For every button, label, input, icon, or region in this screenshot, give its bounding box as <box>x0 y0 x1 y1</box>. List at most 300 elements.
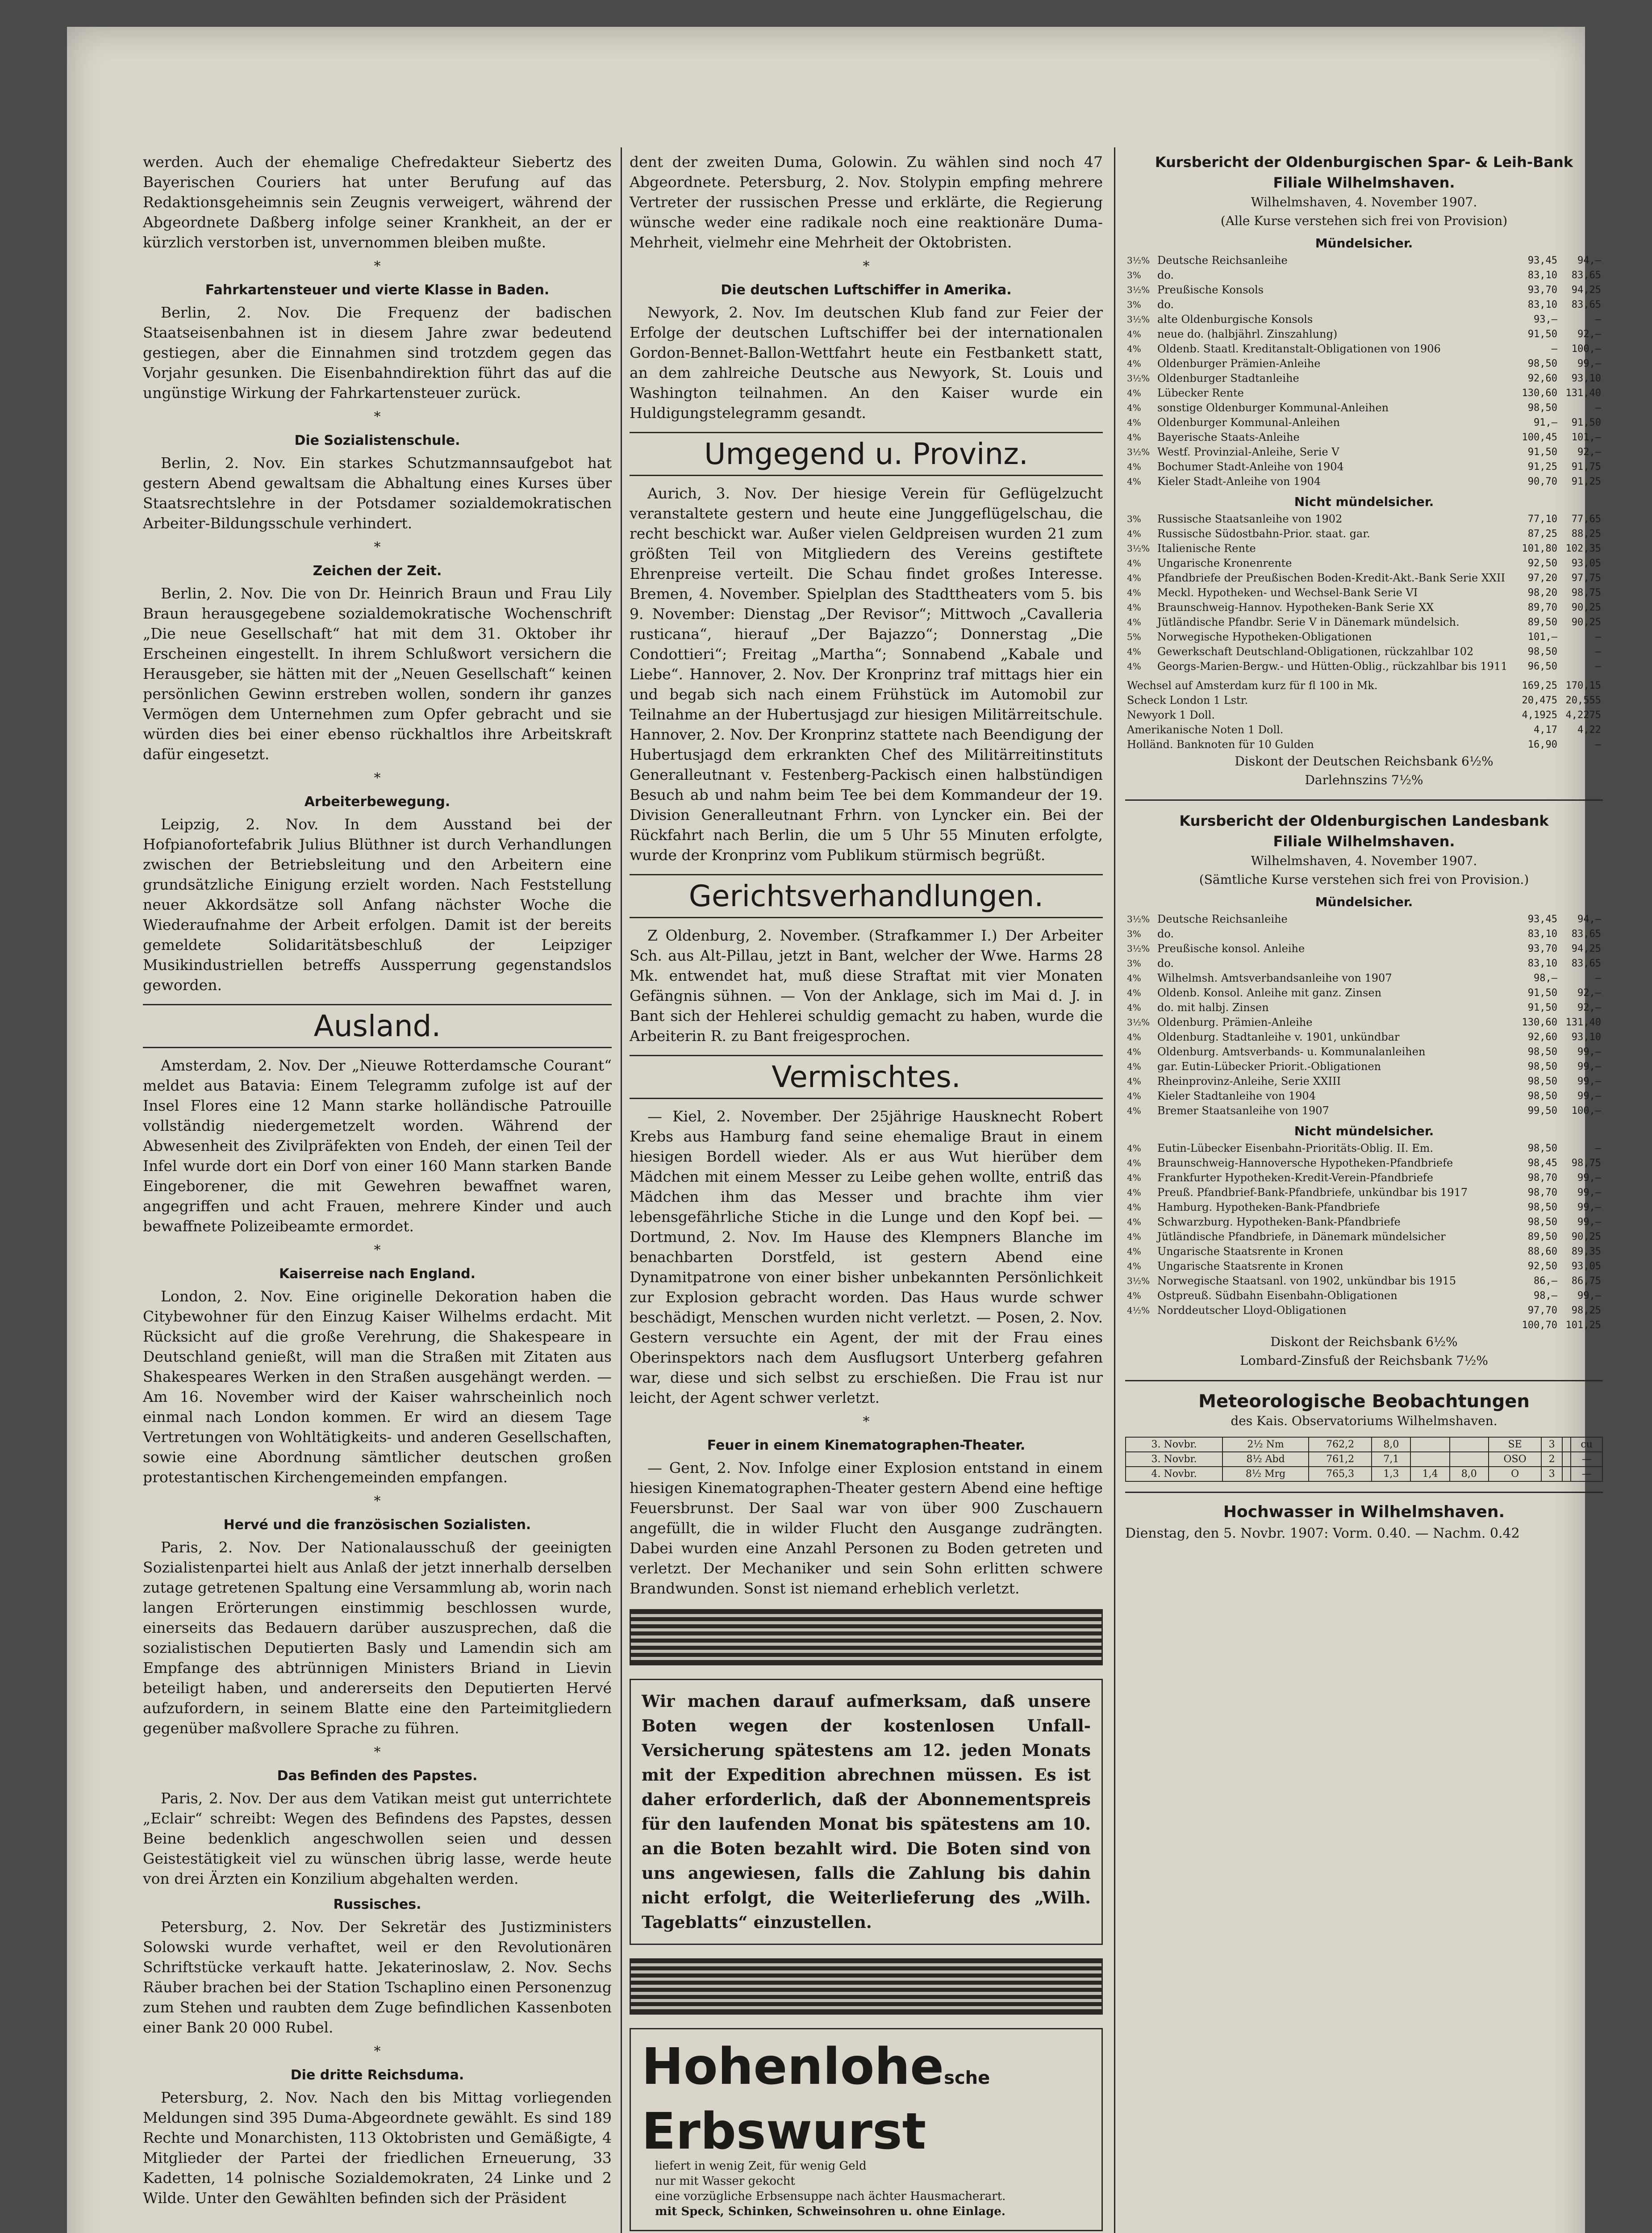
bond-name: alte Oldenburgische Konsols <box>1157 313 1313 326</box>
bond-name: Oldenburg. Amtsverbands- u. Kommunalanleihen <box>1157 1045 1426 1058</box>
divider <box>1125 1380 1603 1381</box>
rate-row <box>1125 1000 1603 1015</box>
bid-price: 91,50 <box>1527 1002 1557 1013</box>
ask-price: 83,65 <box>1571 928 1601 940</box>
article-text: Petersburg, 2. Nov. Nach den bis Mittag vorliegenden Meldungen sind 395 Duma-Abgeordnete gewählt. Es sind 189 Rechte und Monarchisten, 113 Oktobristen und Gemäßigte, 4 Mitglieder der Partei der friedlichen Erneuerung, 33 Kadetten, 14 polnische Sozialdemokraten, 24 Linke und 2 Wilde. Unter den Gewählten befinden sich der Präsident <box>143 2089 612 2207</box>
weather-cell: 3. Novbr. <box>1126 1452 1222 1467</box>
separator-asterisk: * <box>863 259 870 274</box>
rate-percent: 4% <box>1127 1217 1141 1227</box>
bid-price: 92,60 <box>1527 1032 1557 1043</box>
rates-table <box>1125 912 1603 1118</box>
article-text: Paris, 2. Nov. Der aus dem Vatikan meist gut unterrichtete „Eclair“ schreibt: Wegen des Befindens des Papstes, dessen Beine bedenklich angeschwollen seien und dessen Geistestätigkeit viel zu wünschen übrig lasse, werde heute von drei Ärzten ein Konzilium abgehalten werden. <box>143 1790 612 1887</box>
bid-price: 91,50 <box>1527 447 1557 458</box>
rate-row <box>1125 253 1603 268</box>
rate-row <box>1125 512 1603 527</box>
weather-title: Meteorologische Beobachtungen <box>1198 1391 1530 1412</box>
rate-percent: 3% <box>1127 270 1141 280</box>
rate-row <box>1125 1059 1603 1074</box>
rate-percent: 3% <box>1127 958 1141 969</box>
bid-price: 97,70 <box>1527 1305 1557 1316</box>
ask-price: 99,— <box>1577 1217 1601 1228</box>
article-text: Aurich, 3. Nov. Der hiesige Verein für Geflügelzucht veranstaltete gestern und heute eine Junggeflügelschau, die recht beschickt war. Außer vielen Geldpreisen wurden 21 zum größten Teil von Mitgliedern des Vereins gestiftete Ehrenpreise verteilt. Die Schau findet großes Interesse. Bremen, 4. November. Spielplan des Stadttheaters vom 5. bis 9. November: Dienstag „Der Revisor“; Mittwoch „Cavalleria rusticana“, hierauf „Der Bajazzo“; Donnerstag „Die Condottieri“; Freitag „Martha“; Sonnabend „Kabale und Liebe“. Hannover, 2. Nov. Der Kronprinz traf mittags hier ein und begab sich nach einem Frühstück im Automobil zur Teilnahme an der Hubertusjagd zur hiesigen Militärreitschule. Hannover, 2. Nov. Der Kronprinz stattete nach Beendigung der Hubertusjagd dem erkrankten Chef des Militärreitinstituts Generalleutnant v. Festenberg-Packisch einen halbstündigen Besuch ab und nahm beim Tee bei dem Kommandeur der 19. Division Generalleutnant Frhrn. von Lyncker ein. Bei der Rückfahrt nach Berlin, die um 5 Uhr 55 Minuten erfolgte, wurde der Kronprinz vom Publikum stürmisch begrüßt. <box>630 485 1103 864</box>
loan-rate: Lombard-Zinsfuß der Reichsbank 7½% <box>1240 1353 1488 1368</box>
bond-name: Rheinprovinz-Anleihe, Serie XXIII <box>1157 1075 1341 1087</box>
bond-name: Ostpreuß. Südbahn Eisenbahn-Obligationen <box>1157 1289 1398 1302</box>
ask-price: 20,555 <box>1565 695 1601 706</box>
bond-name: Jütländische Pfandbriefe, in Dänemark mündelsicher <box>1157 1230 1446 1243</box>
bond-name: Jütländische Pfandbr. Serie V in Dänemark mündelsich. <box>1157 616 1460 628</box>
ask-price: 99,— <box>1577 1187 1601 1198</box>
bond-name: Ungarische Staatsrente in Kronen <box>1157 1245 1343 1258</box>
bond-name: Norwegische Hypotheken-Obligationen <box>1157 631 1372 643</box>
bond-name: Norwegische Staatsanl. von 1902, unkündbar bis 1915 <box>1157 1275 1456 1287</box>
ask-price: 89,35 <box>1571 1246 1601 1257</box>
bid-price: 83,10 <box>1527 299 1557 310</box>
bond-name: neue do. (halbjährl. Zinszahlung) <box>1157 328 1338 340</box>
bid-price: 83,10 <box>1527 928 1557 940</box>
rate-percent: 4% <box>1127 646 1141 657</box>
table-section-heading: Mündelsicher. <box>1315 236 1413 251</box>
article-text: London, 2. Nov. Eine originelle Dekoration haben die Citybewohner für den Einzug Kaiser Wilhelms erdacht. Mit Rücksicht auf die große Verehrung, die Shakespeare in Deutschland genießt, will man die Straßen mit Zitaten aus Shakespeares Werken in den Straßen ausgehängt werden. — Am 16. November wird der Kaiser wahrscheinlich noch einmal nach London kommen. Er wird an diesem Tage Vertretungen von Wohltätigkeits- und anderen Gesellschaften, sowie eine Abordnung sämtlicher deutschen großen protestantischen Kirchengemeinden empfangen. <box>143 1288 612 1486</box>
exchange-row <box>1125 678 1603 693</box>
bid-price: 100,45 <box>1522 432 1557 443</box>
article-heading: Feuer in einem Kinematographen-Theater. <box>707 1438 1026 1453</box>
ask-price: 88,25 <box>1571 528 1601 539</box>
rate-percent: 4% <box>1127 1002 1141 1013</box>
bid-price: 100,70 <box>1522 1320 1557 1331</box>
rate-row <box>1125 430 1603 445</box>
weather-cell <box>1562 1452 1571 1467</box>
bid-price: 98,— <box>1534 973 1557 984</box>
article-heading: Russisches. <box>333 1897 421 1912</box>
bid-price: 86,— <box>1534 1275 1557 1287</box>
weather-table <box>1125 1437 1603 1482</box>
rate-row <box>1125 371 1603 386</box>
bid-price: 98,70 <box>1527 1187 1557 1198</box>
weather-cell: 4. Novbr. <box>1126 1467 1222 1481</box>
separator-asterisk: * <box>374 409 381 425</box>
article-text: — Gent, 2. Nov. Infolge einer Explosion entstand in einem hiesigen Kinematographen-Theater gestern Abend eine heftige Feuersbrunst. Der Saal war von über 900 Zuschauern angefüllt, die in wilder Flucht den Ausgange zudrängten. Dabei wurden eine Anzahl Personen zu Boden getreten und verletzt. Der Mechaniker und sein Sohn erlitten schwere Brandwunden. Sonst ist niemand erheblich verletzt. <box>630 1459 1103 1597</box>
rate-percent: 4% <box>1127 1032 1141 1042</box>
ask-price: 90,25 <box>1571 617 1601 628</box>
ask-price: 100,— <box>1571 1105 1601 1116</box>
rate-row <box>1125 556 1603 571</box>
bid-price: 98,50 <box>1527 1202 1557 1213</box>
separator-asterisk: * <box>374 539 381 555</box>
rate-percent: 4% <box>1127 987 1141 998</box>
rate-percent: 4½% <box>1127 1305 1150 1316</box>
rate-percent: 4% <box>1127 461 1141 472</box>
rate-row <box>1125 1200 1603 1215</box>
rate-row <box>1125 460 1603 474</box>
separator-asterisk: * <box>374 1744 381 1760</box>
bond-name: gar. Eutin-Lübecker Priorit.-Obligationen <box>1157 1060 1381 1073</box>
rate-percent: 4% <box>1127 1046 1141 1057</box>
rate-percent: 4% <box>1127 1246 1141 1257</box>
exchange-name: Holländ. Banknoten für 10 Gulden <box>1127 738 1314 751</box>
table-section-heading: Nicht mündelsicher. <box>1294 1124 1434 1138</box>
discount-rate: Diskont der Deutschen Reichsbank 6½% <box>1235 754 1493 769</box>
kursbericht-title: Kursbericht der Oldenburgischen Spar- & Leih-Bank <box>1155 154 1573 171</box>
ask-price: 170,15 <box>1565 680 1601 691</box>
article-text: Petersburg, 2. Nov. Der Sekretär des Justizministers Solowski wurde verhaftet, weil er den Revolutionären Schriftstücke verkauft hatte. Jekaterinoslaw, 2. Nov. Sechs Räuber brachen bei der Station Tschaplino einen Personenzug zum Stehen und raubten dem Zuge befindlichen Kassenboten einer Bank 20 000 Rubel. <box>143 1918 612 2036</box>
bond-name: Russische Südostbahn-Prior. staat. gar. <box>1157 527 1370 540</box>
bid-price: 89,70 <box>1527 602 1557 613</box>
rate-percent: 4% <box>1127 1290 1141 1301</box>
bid-price: 93,70 <box>1527 284 1557 296</box>
rate-percent: 4% <box>1127 402 1141 413</box>
bid-price: 89,50 <box>1527 1231 1557 1242</box>
bid-price: 4,1925 <box>1522 710 1557 721</box>
exchange-row <box>1125 693 1603 708</box>
ask-price: 99,— <box>1577 1046 1601 1058</box>
exchange-name: Amerikanische Noten 1 Doll. <box>1127 723 1284 736</box>
rate-percent: 4% <box>1127 1172 1141 1183</box>
ask-price: — <box>1595 314 1601 325</box>
weather-cell: cu <box>1571 1437 1602 1452</box>
ask-price: 93,05 <box>1571 558 1601 569</box>
rate-row <box>1125 941 1603 956</box>
rate-row <box>1125 1141 1603 1156</box>
rate-row <box>1125 644 1603 659</box>
rate-percent: 3% <box>1127 514 1141 524</box>
ask-price: — <box>1595 1143 1601 1154</box>
bid-price: 98,50 <box>1527 358 1557 369</box>
rate-row <box>1125 659 1603 674</box>
exchange-name: Scheck London 1 Lstr. <box>1127 694 1248 707</box>
bond-name: Deutsche Reichsanleihe <box>1157 254 1288 267</box>
weather-cell: 3 <box>1541 1467 1562 1481</box>
weather-cell: 7,1 <box>1372 1452 1410 1467</box>
ask-price: 99,— <box>1577 1061 1601 1072</box>
ask-price: — <box>1595 661 1601 672</box>
ask-price: 98,25 <box>1571 1305 1601 1316</box>
ask-price: 94,— <box>1577 255 1601 266</box>
bond-name: Lübecker Rente <box>1157 387 1244 399</box>
advertisement-erbswurst <box>630 2028 1103 2231</box>
rate-row <box>1125 401 1603 415</box>
weather-cell: 2½ Nm <box>1222 1437 1309 1452</box>
rate-row <box>1125 1259 1603 1274</box>
rate-percent: 4% <box>1127 528 1141 539</box>
weather-cell: 1,4 <box>1410 1467 1449 1481</box>
weather-cell: OSO <box>1489 1452 1541 1467</box>
rate-percent: 3½% <box>1127 373 1150 384</box>
weather-cell: 761,2 <box>1309 1452 1372 1467</box>
bid-price: 130,60 <box>1522 1017 1557 1028</box>
weather-cell: 8½ Abd <box>1222 1452 1309 1467</box>
bond-name: Oldenburger Kommunal-Anleihen <box>1157 416 1340 429</box>
bid-price: 91,— <box>1534 417 1557 428</box>
rate-percent: 4% <box>1127 1202 1141 1213</box>
section-heading: Vermischtes. <box>630 1055 1103 1099</box>
weather-cell: O <box>1489 1467 1541 1481</box>
article-text: Amsterdam, 2. Nov. Der „Nieuwe Rotterdamsche Courant“ meldet aus Batavia: Einem Telegramm zufolge ist auf der Insel Flores eine 12 Mann starke holländische Patrouille vollständig niedergemetzelt worden. Während der Abwesenheit des Zivilpräfekten von Endeh, der einen Teil der Infel wurde dort ein Dorf von einer 160 Mann starken Bande Eingeborener, die mit Gewehren bewaffnet waren, angegriffen und acht Frauen, mehrere Kinder und auch bewaffnete Polizeibeamte ermordet. <box>143 1057 612 1235</box>
rate-percent: 4% <box>1127 1091 1141 1101</box>
rate-row <box>1125 600 1603 615</box>
weather-cell: 1,3 <box>1372 1467 1410 1481</box>
bid-price: — <box>1551 343 1557 355</box>
weather-cell: 8½ Mrg <box>1222 1467 1309 1481</box>
column-right <box>1125 152 1603 1541</box>
ad-text: mit Speck, Schinken, Schweinsohren u. ohne Einlage. <box>655 2205 1005 2218</box>
rate-percent: 3½% <box>1127 1017 1150 1028</box>
article-text: werden. Auch der ehemalige Chefredakteur Siebertz des Bayerischen Couriers hat unter Berufung auf das Redaktionsgeheimnis sein Zeugnis verweigert, während der Abgeordnete Daßberg infolge seiner Krankheit, an der er kürzlich verstorben ist, unvernommen bleiben mußte. <box>143 153 612 251</box>
loan-rate: Darlehnszins 7½% <box>1305 773 1423 787</box>
rate-percent: 3½% <box>1127 914 1150 924</box>
rates-table <box>1125 512 1603 674</box>
rate-percent: 3½% <box>1127 284 1150 295</box>
rate-percent: 4% <box>1127 476 1141 487</box>
rate-row <box>1125 927 1603 941</box>
bid-price: 97,20 <box>1527 573 1557 584</box>
bid-price: 98,— <box>1534 1290 1557 1301</box>
section-heading: Gerichtsverhandlungen. <box>630 874 1103 918</box>
bond-name: Georgs-Marien-Bergw.- und Hütten-Oblig., rückzahlbar bis 1911 <box>1157 660 1508 673</box>
ask-price: 99,— <box>1577 1076 1601 1087</box>
bond-name: Gewerkschaft Deutschland-Obligationen, rückzahlbar 102 <box>1157 645 1474 658</box>
rate-row <box>1125 1030 1603 1045</box>
ask-price: 99,— <box>1577 1202 1601 1213</box>
separator-asterisk: * <box>374 770 381 786</box>
rate-percent: 5% <box>1127 631 1141 642</box>
rate-row <box>1125 912 1603 927</box>
rate-row <box>1125 541 1603 556</box>
bid-price: 101,— <box>1527 631 1557 643</box>
ask-price: 4,2275 <box>1565 710 1601 721</box>
rate-row <box>1125 527 1603 541</box>
bid-price: 4,17 <box>1534 724 1557 736</box>
article-heading: Fahrkartensteuer und vierte Klasse in Baden. <box>205 282 550 298</box>
article-text: dent der zweiten Duma, Golowin. Zu wählen sind noch 47 Abgeordnete. Petersburg, 2. Nov. Stolypin empfing mehrere Vertreter der russischen Presse und erklärte, die Regierung wünsche weder eine radikale noch eine reaktionäre Duma-Mehrheit, vielmehr eine Mehrheit der Oktobristen. <box>630 153 1103 251</box>
ask-price: 92,— <box>1577 987 1601 999</box>
rate-row <box>1125 1045 1603 1059</box>
rate-percent: 4% <box>1127 1143 1141 1154</box>
weather-cell: 3. Novbr. <box>1126 1437 1222 1452</box>
bond-name: Oldenb. Staatl. Kreditanstalt-Obligationen von 1906 <box>1157 343 1441 355</box>
rate-row <box>1125 1089 1603 1104</box>
bond-name: Bayerische Staats-Anleihe <box>1157 431 1300 443</box>
weather-cell <box>1410 1452 1449 1467</box>
rate-row <box>1125 312 1603 327</box>
ask-price: 94,25 <box>1571 284 1601 296</box>
rate-percent: 4% <box>1127 573 1141 583</box>
ask-price: — <box>1595 631 1601 643</box>
article-heading: Kaiserreise nach England. <box>279 1266 476 1282</box>
ad-text: liefert in wenig Zeit, für wenig Geld <box>655 2159 867 2173</box>
ask-price: 99,— <box>1577 1091 1601 1102</box>
rate-percent: 4% <box>1127 388 1141 398</box>
column-left <box>143 152 612 2214</box>
bid-price: 83,10 <box>1527 270 1557 281</box>
bond-name: Bremer Staatsanleihe von 1907 <box>1157 1104 1329 1117</box>
bid-price: 93,45 <box>1527 255 1557 266</box>
exchange-name: Wechsel auf Amsterdam kurz für fl 100 in Mk. <box>1127 679 1378 692</box>
ask-price: 99,— <box>1577 358 1601 369</box>
rates-table <box>1125 1141 1603 1333</box>
rate-row <box>1125 268 1603 283</box>
bond-name: Ungarische Staatsrente in Kronen <box>1157 1260 1343 1272</box>
weather-row <box>1126 1452 1602 1467</box>
bid-price: 91,50 <box>1527 987 1557 999</box>
bid-price: 98,50 <box>1527 1046 1557 1058</box>
bond-name: Hamburg. Hypotheken-Bank-Pfandbriefe <box>1157 1201 1380 1213</box>
kursbericht-date: Wilhelmshaven, 4. November 1907. <box>1251 195 1477 209</box>
weather-cell <box>1562 1437 1571 1452</box>
tide-times: Dienstag, den 5. Novbr. 1907: Vorm. 0.40. — Nachm. 0.42 <box>1125 1526 1520 1541</box>
rate-row <box>1125 971 1603 986</box>
bond-name: Bochumer Stadt-Anleihe von 1904 <box>1157 460 1344 473</box>
rate-row <box>1125 1185 1603 1200</box>
kursbericht-note: (Sämtliche Kurse verstehen sich frei von Provision.) <box>1199 872 1529 887</box>
ask-price: 4,22 <box>1577 724 1601 736</box>
ask-price: 97,75 <box>1571 573 1601 584</box>
weather-cell: 765,3 <box>1309 1467 1372 1481</box>
bond-name: Eutin-Lübecker Eisenbahn-Prioritäts-Oblig. II. Em. <box>1157 1142 1434 1154</box>
exchange-row <box>1125 708 1603 723</box>
bond-name: Schwarzburg. Hypotheken-Bank-Pfandbriefe <box>1157 1216 1401 1228</box>
weather-cell <box>1450 1452 1489 1467</box>
bid-price: 92,50 <box>1527 1261 1557 1272</box>
ask-price: 94,25 <box>1571 943 1601 954</box>
bond-name: Braunschweig-Hannov. Hypotheken-Bank Serie XX <box>1157 601 1434 614</box>
bond-name: Norddeutscher Lloyd-Obligationen <box>1157 1304 1347 1317</box>
bond-name: Meckl. Hypotheken- und Wechsel-Bank Serie VI <box>1157 586 1418 599</box>
rate-row <box>1125 1104 1603 1118</box>
kursbericht-note: (Alle Kurse verstehen sich frei von Provision) <box>1220 213 1508 228</box>
article-heading: Die Sozialistenschule. <box>294 433 460 448</box>
rate-row <box>1125 1288 1603 1303</box>
bond-name: Preußische konsol. Anleihe <box>1157 942 1305 955</box>
rate-percent: 4% <box>1127 1105 1141 1116</box>
weather-cell <box>1450 1437 1489 1452</box>
rate-percent: 3½% <box>1127 314 1150 325</box>
ad-brand-line <box>642 2040 1091 2105</box>
rate-row <box>1125 956 1603 971</box>
rate-row <box>1125 1229 1603 1244</box>
rate-row <box>1125 386 1603 401</box>
bid-price: 93,45 <box>1527 914 1557 925</box>
rate-percent: 3% <box>1127 299 1141 310</box>
bid-price: 98,50 <box>1527 646 1557 657</box>
rate-row <box>1125 415 1603 430</box>
ask-price: 91,25 <box>1571 476 1601 487</box>
separator-asterisk: * <box>863 1414 870 1430</box>
article-heading: Arbeiterbewegung. <box>304 794 451 810</box>
rate-percent: 4% <box>1127 1231 1141 1242</box>
rate-row <box>1125 356 1603 371</box>
newspaper-page <box>67 27 1601 2233</box>
exchange-table <box>1125 678 1603 752</box>
weather-cell: — <box>1571 1452 1602 1467</box>
rate-percent: 4% <box>1127 343 1141 354</box>
rate-percent: 4% <box>1127 329 1141 339</box>
bid-price: 130,60 <box>1522 388 1557 399</box>
article-text: Leipzig, 2. Nov. In dem Ausstand bei der Hofpianofortefabrik Julius Blüthner ist durch Verhandlungen zwischen der Betriebsleitung und den Arbeitern eine grundsätzliche Einigung erzielt worden. Nach Feststellung neuer Akkordsätze soll Anfang nächster Woche die Wiederaufnahme der Arbeit erfolgen. Damit ist der bereits gemeldete Solidaritätsbeschluß der Leipziger Musikindustriellen betreffs Aussperrung gegenstandslos geworden. <box>143 815 612 994</box>
article-text: Berlin, 2. Nov. Die Frequenz der badischen Staatseisenbahnen ist in diesem Jahre zwar bedeutend gestiegen, aber die Einnahmen sind trotzdem gegen das Vorjahr gesunken. Die Eisenbahndirektion führt das auf die ungünstige Wirkung der Fahrkartensteuer zurück. <box>143 304 612 401</box>
bid-price: 98,70 <box>1527 1172 1557 1183</box>
rate-row <box>1125 474 1603 489</box>
rate-row <box>1125 630 1603 644</box>
ask-price: 92,— <box>1577 329 1601 340</box>
bid-price: 92,50 <box>1527 558 1557 569</box>
decorative-rule-band <box>630 1609 1103 1665</box>
rate-percent: 4% <box>1127 1061 1141 1072</box>
article-heading: Zeichen der Zeit. <box>313 563 442 579</box>
article-text: Berlin, 2. Nov. Ein starkes Schutzmannsaufgebot hat gestern Abend gewaltsam die Abhaltung eines Kurses über Staatsrechtslehre in der Potsdamer sozialdemokratischen Arbeiter-Bildungsschule verhindert. <box>143 454 612 532</box>
bid-price: 90,70 <box>1527 476 1557 487</box>
bid-price: 98,45 <box>1527 1158 1557 1169</box>
rate-percent: 3½% <box>1127 447 1150 457</box>
exchange-row <box>1125 737 1603 752</box>
rate-row <box>1125 342 1603 356</box>
rate-row <box>1125 1015 1603 1030</box>
ask-price: — <box>1595 646 1601 657</box>
bond-name: Frankfurter Hypotheken-Kredit-Verein-Pfandbriefe <box>1157 1171 1433 1184</box>
ask-price: — <box>1595 739 1601 750</box>
bond-name: Kieler Stadt-Anleihe von 1904 <box>1157 475 1321 488</box>
rate-percent: 4% <box>1127 432 1141 443</box>
bond-name: Kieler Stadtanleihe von 1904 <box>1157 1090 1316 1102</box>
rate-percent: 4% <box>1127 602 1141 613</box>
bond-name <box>1156 1318 1515 1333</box>
article-heading: Das Befinden des Papstes. <box>277 1768 478 1784</box>
bond-name: Russische Staatsanleihe von 1902 <box>1157 513 1343 525</box>
ask-price: 83,65 <box>1571 299 1601 310</box>
rate-row <box>1125 1244 1603 1259</box>
column-divider <box>621 147 622 2233</box>
ask-price: 90,25 <box>1571 1231 1601 1242</box>
ask-price: 98,75 <box>1571 1158 1601 1169</box>
table-section-heading: Nicht mündelsicher. <box>1294 494 1434 509</box>
rate-row <box>1125 1074 1603 1089</box>
bond-name: Pfandbriefe der Preußischen Boden-Kredit-Akt.-Bank Serie XXII <box>1157 572 1505 584</box>
discount-rate: Diskont der Reichsbank 6½% <box>1270 1334 1458 1349</box>
section-heading: Umgegend u. Provinz. <box>630 432 1103 476</box>
subscription-notice <box>630 1679 1103 1945</box>
column-divider <box>1114 147 1115 2233</box>
ask-price: 93,10 <box>1571 1032 1601 1043</box>
weather-cell: SE <box>1489 1437 1541 1452</box>
bond-name: Ungarische Kronenrente <box>1157 557 1292 569</box>
bid-price: 93,— <box>1534 314 1557 325</box>
article-heading: Die deutschen Luftschiffer in Amerika. <box>721 282 1012 298</box>
ask-price: 93,05 <box>1571 1261 1601 1272</box>
rate-percent: 3½% <box>1127 543 1150 554</box>
ask-price: 77,65 <box>1571 514 1601 525</box>
bond-name: do. <box>1157 298 1174 311</box>
article-text: — Kiel, 2. November. Der 25jährige Hausknecht Robert Krebs aus Hamburg fand seine ehemalige Braut in einem hiesigen Bordell wieder. Als er aus Wut hierüber dem Mädchen mit einem Messer zu Leibe gehen wollte, entriß das Mädchen ihm das Messer und brachte ihm vier lebensgefährliche Stiche in die Lunge und den Kopf bei. — Dortmund, 2. Nov. Im Hause des Klempners Blanche im benachbarten Dorstfeld, ist gestern Abend eine Dynamitpatrone von einer bisher unbekannten Persönlichkeit zur Explosion gebracht worden. Das Haus wurde schwer beschädigt, Menschen wurden nicht verletzt. — Posen, 2. Nov. Gestern versuchte ein Agent, der mit der Frau eines Oberinspektors nach dem Ausflugsort Unterberg gefahren war, diese und sich selbst zu erschießen. Die Frau ist nur leicht, der Agent schwer verletzt. <box>630 1108 1103 1406</box>
rate-row <box>1125 1303 1603 1318</box>
bid-price: 88,60 <box>1527 1246 1557 1257</box>
rate-percent: 4% <box>1127 587 1141 598</box>
bond-name: Braunschweig-Hannoversche Hypotheken-Pfandbriefe <box>1157 1157 1453 1169</box>
rate-percent: 4% <box>1127 1158 1141 1168</box>
bid-price: 98,50 <box>1527 1076 1557 1087</box>
notice-text: Wir machen darauf aufmerksam, daß unsere Boten wegen der kostenlosen Unfall-Versicherung spätestens am 12. jeden Monats mit der Expedition abrechnen müssen. Es ist daher erforderlich, daß der Abonnementspreis für den laufenden Monat bis spätestens am 10. an die Boten bezahlt wird. Die Boten sind von uns angewiesen, falls die Zahlung bis dahin nicht erfolgt, die Weiterlieferung des „Wilh. Tageblatts“ einzustellen. <box>642 1691 1091 1932</box>
ask-price: 131,40 <box>1565 388 1601 399</box>
rate-percent: 4% <box>1127 358 1141 369</box>
article-text: Newyork, 2. Nov. Im deutschen Klub fand zur Feier der Erfolge der deutschen Luftschiffer bei der internationalen Gordon-Bennet-Ballon-Wettfahrt heute ein Festbankett statt, an dem zahlreiche Deutsche aus Newyork, St. Louis und Washington teilnahmen. An den Kaiser wurde ein Huldigungstelegramm gesandt. <box>630 304 1103 422</box>
bid-price: 98,20 <box>1527 587 1557 598</box>
weather-row <box>1126 1467 1602 1481</box>
rate-percent: 4% <box>1127 661 1141 672</box>
rate-percent: 3½% <box>1127 255 1150 266</box>
article-text: Paris, 2. Nov. Der Nationalausschuß der geeinigten Sozialistenpartei hielt aus Anlaß der jetzt innerhalb derselben zutage getretenen Spaltung eine Versammlung ab, worin nach langen Erörterungen einstimmig beschlossen wurde, einerseits das Bedauern darüber auszusprechen, daß die sozialistischen Deputierten Basly und Lamendin sich am Empfange des abtrünnigen Ministers Briand in Lievin beteiligt haben, und andererseits den Deputierten Hervé aufzufordern, in seinem Blatte eine den Parteimitgliedern gegenüber maßvollere Sprache zu führen. <box>143 1539 612 1737</box>
bid-price: 93,70 <box>1527 943 1557 954</box>
bond-name: sonstige Oldenburger Kommunal-Anleihen <box>1157 401 1389 414</box>
rate-row <box>1125 585 1603 600</box>
